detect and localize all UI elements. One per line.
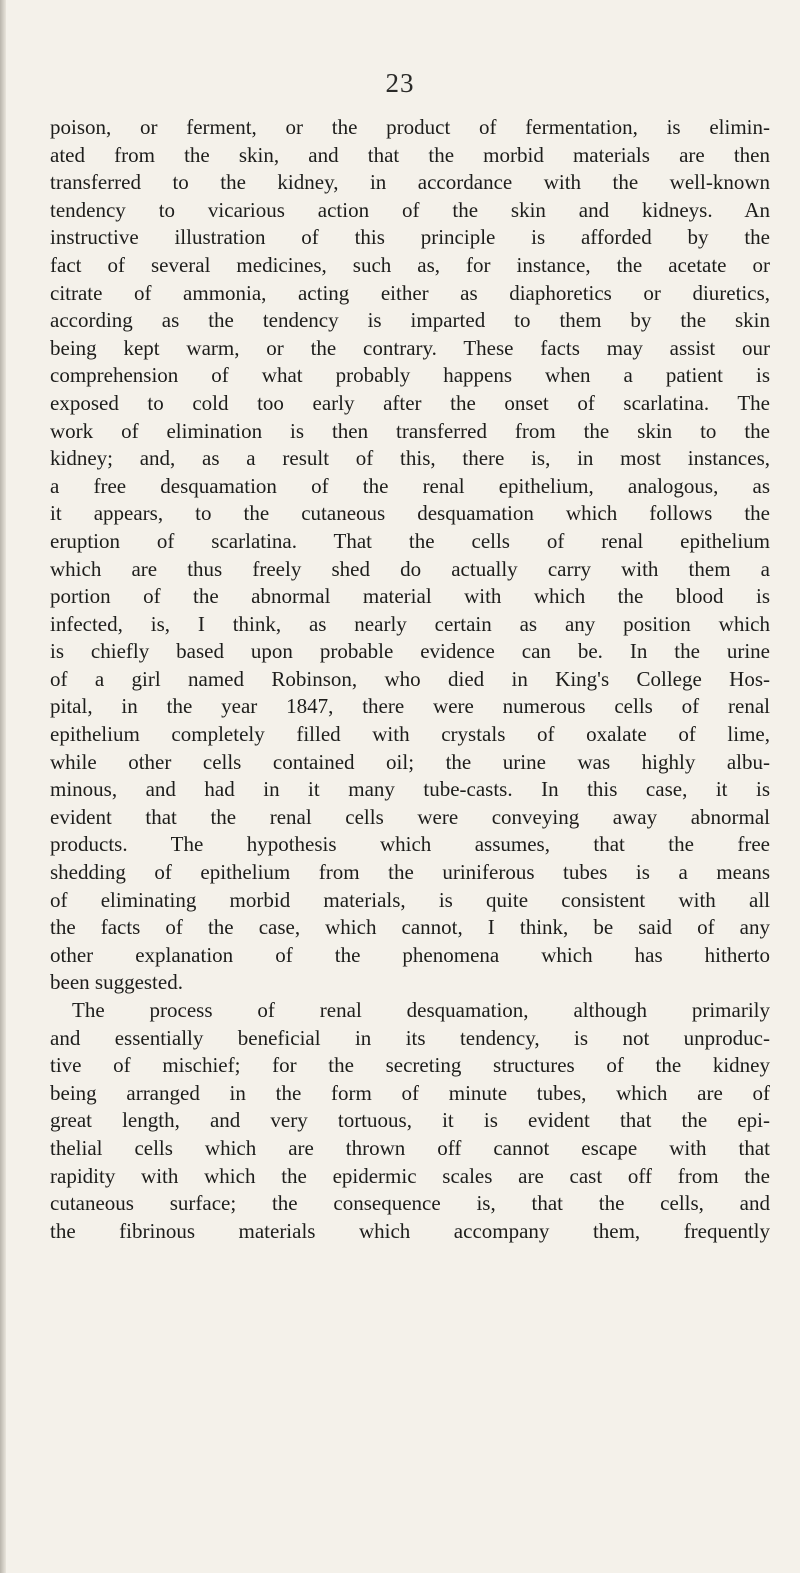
- text-line: the facts of the case, which cannot, I think, be said of any: [50, 915, 770, 940]
- text-line: infected, is, I think, as nearly certain as any position which: [50, 611, 770, 636]
- text-line: transferred to the kidney, in accordance with the well-known: [50, 170, 770, 195]
- text-line: exposed to cold too early after the onset of scarlatina. The: [50, 390, 770, 415]
- text-line: of a girl named Robinson, who died in King's College Hos-: [50, 666, 770, 691]
- text-line: being kept warm, or the contrary. These facts may assist our: [50, 335, 770, 360]
- paragraph: [50, 997, 770, 1245]
- text-line: portion of the abnormal material with which the blood is: [50, 584, 770, 609]
- text-line: the fibrinous materials which accompany them, frequently: [50, 1218, 770, 1243]
- text-line: shedding of epithelium from the uriniferous tubes is a means: [50, 860, 770, 885]
- text-line: rapidity with which the epidermic scales are cast off from the: [50, 1163, 770, 1188]
- text-line: The process of renal desquamation, although primarily: [72, 998, 770, 1022]
- text-line: poison, or ferment, or the product of fermentation, is elimin-: [50, 115, 770, 139]
- text-line: and essentially beneficial in its tendency, is not unproduc-: [50, 1025, 770, 1050]
- text-line: great length, and very tortuous, it is evident that the epi-: [50, 1108, 770, 1133]
- text-line: cutaneous surface; the consequence is, that the cells, and: [50, 1191, 770, 1216]
- text-line: a free desquamation of the renal epithelium, analogous, as: [50, 473, 770, 498]
- text-line: which are thus freely shed do actually carry with them a: [50, 556, 770, 581]
- text-line: tive of mischief; for the secreting structures of the kidney: [50, 1053, 770, 1078]
- text-line: pital, in the year 1847, there were numerous cells of renal: [50, 694, 770, 719]
- text-line: of eliminating morbid materials, is quite consistent with all: [50, 887, 770, 912]
- page-number: 23: [385, 68, 415, 98]
- text-line: according as the tendency is imparted to them by the skin: [50, 308, 770, 333]
- text-line: thelial cells which are thrown off cannot escape with that: [50, 1135, 770, 1160]
- text-line: instructive illustration of this principle is afforded by the: [50, 225, 770, 250]
- text-line: evident that the renal cells were conveying away abnormal: [50, 804, 770, 829]
- text-line: while other cells contained oil; the urine was highly albu-: [50, 749, 770, 774]
- paragraph: [50, 114, 770, 997]
- text-line: other explanation of the phenomena which has hitherto: [50, 942, 770, 967]
- text-line: fact of several medicines, such as, for instance, the acetate or: [50, 252, 770, 277]
- text-line: eruption of scarlatina. That the cells of renal epithelium: [50, 528, 770, 553]
- text-line: it appears, to the cutaneous desquamation which follows the: [50, 501, 770, 526]
- text-line: products. The hypothesis which assumes, that the free: [50, 832, 770, 857]
- text-line: citrate of ammonia, acting either as diaphoretics or diuretics,: [50, 280, 770, 305]
- text-line: comprehension of what probably happens when a patient is: [50, 363, 770, 388]
- page-edge-shadow: [0, 0, 6, 1573]
- body-text: [50, 114, 770, 1245]
- text-line: work of elimination is then transferred from the skin to the: [50, 418, 770, 443]
- text-line: being arranged in the form of minute tubes, which are of: [50, 1080, 770, 1105]
- text-line: been suggested.: [50, 970, 183, 995]
- text-line: is chiefly based upon probable evidence can be. In the urine: [50, 639, 770, 664]
- text-line: kidney; and, as a result of this, there is, in most instances,: [50, 446, 770, 471]
- text-line: tendency to vicarious action of the skin and kidneys. An: [50, 197, 770, 222]
- text-line: epithelium completely filled with crystals of oxalate of lime,: [50, 722, 770, 747]
- text-line: ated from the skin, and that the morbid materials are then: [50, 142, 770, 167]
- text-line: minous, and had in it many tube-casts. In this case, it is: [50, 777, 770, 802]
